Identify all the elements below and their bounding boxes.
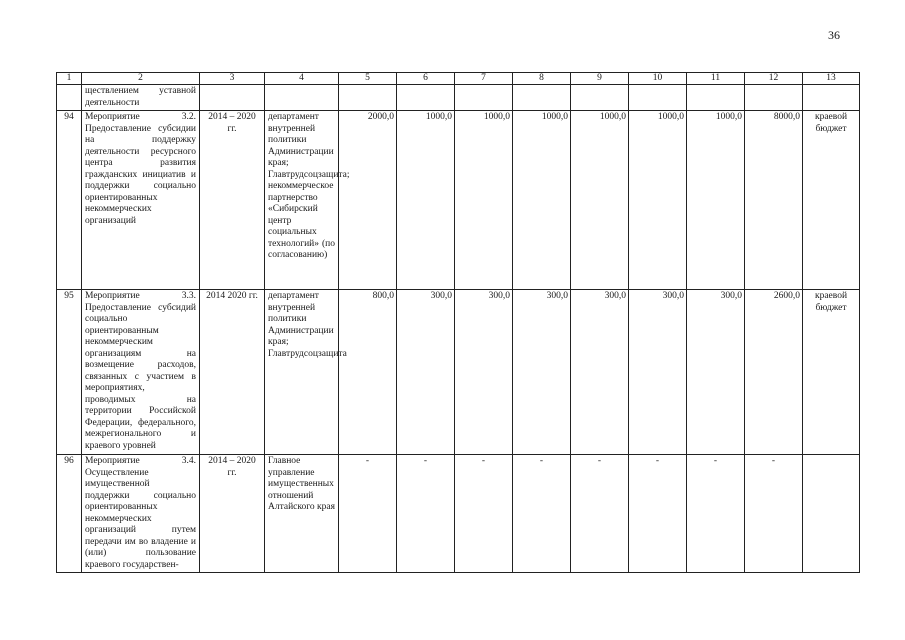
cell-value: 8000,0 [745,111,803,290]
cell-value: 800,0 [339,290,397,455]
cell-num: 95 [57,290,82,455]
header-cell: 12 [745,73,803,85]
cell-name: ществлением уставной деятельности [82,85,200,111]
header-cell: 5 [339,73,397,85]
cell-value [571,85,629,111]
table-row [57,290,860,455]
cell-executor: Главное управление имущественных отношений Алтайского края [265,455,339,573]
cell-value: 300,0 [629,290,687,455]
cell-value: 2600,0 [745,290,803,455]
cell-source [803,455,860,573]
cell-num [57,85,82,111]
cell-num: 96 [57,455,82,573]
cell-value [687,85,745,111]
cell-value: 300,0 [687,290,745,455]
cell-value: - [397,455,455,573]
table-row-continuation [57,85,860,111]
cell-value [455,85,513,111]
cell-executor [265,85,339,111]
cell-value: - [687,455,745,573]
cell-value [397,85,455,111]
header-cell: 3 [200,73,265,85]
cell-value: - [455,455,513,573]
cell-value: 1000,0 [687,111,745,290]
header-cell: 11 [687,73,745,85]
header-cell: 9 [571,73,629,85]
cell-value: 1000,0 [455,111,513,290]
cell-name: Мероприятие 3.4. Осуществление имущественной поддержки социально ориентированных некоммерческих организаций путем передачи им во владение и (или) пользование краевого государствен- [82,455,200,573]
program-table [56,72,860,573]
cell-value: 300,0 [455,290,513,455]
cell-executor: департамент внутренней политики Администрации края; Главтрудсоцзащита; некоммерческое партнерство «Сибирский центр социальных технологий» (по согласованию) [265,111,339,290]
header-cell: 7 [455,73,513,85]
cell-value: 300,0 [571,290,629,455]
header-cell: 4 [265,73,339,85]
cell-value: 1000,0 [397,111,455,290]
header-cell: 13 [803,73,860,85]
cell-executor: департамент внутренней политики Администрации края; Главтрудсоцзащита [265,290,339,455]
cell-value: - [571,455,629,573]
cell-value [339,85,397,111]
cell-value: 300,0 [513,290,571,455]
cell-period: 2014 2020 гг. [200,290,265,455]
cell-name: Мероприятие 3.3. Предоставление субсидий социально ориентированным некоммерческим организациям на возмещение расходов, связанных с участием в мероприятиях, проводимых на территории Российской Федерации, федерального, межрегионального и краевого уровней [82,290,200,455]
cell-value: 1000,0 [513,111,571,290]
cell-period [200,85,265,111]
table-row [57,455,860,573]
cell-value: 1000,0 [629,111,687,290]
cell-value: - [745,455,803,573]
cell-name: Мероприятие 3.2. Предоставление субсидии на поддержку деятельности ресурсного центра развития гражданских инициатив и поддержки социально ориентированных некоммерческих организаций [82,111,200,290]
cell-value [629,85,687,111]
table-row [57,111,860,290]
cell-source [803,85,860,111]
cell-value: - [629,455,687,573]
header-cell: 8 [513,73,571,85]
cell-period: 2014 – 2020 гг. [200,111,265,290]
cell-period: 2014 – 2020 гг. [200,455,265,573]
cell-value: 1000,0 [571,111,629,290]
cell-value: 300,0 [397,290,455,455]
header-row [57,73,860,85]
header-cell: 10 [629,73,687,85]
cell-value: 2000,0 [339,111,397,290]
cell-value: - [339,455,397,573]
page-number: 36 [828,28,840,42]
cell-value: - [513,455,571,573]
cell-source: краевой бюджет [803,111,860,290]
cell-value [745,85,803,111]
cell-source: краевой бюджет [803,290,860,455]
header-cell: 2 [82,73,200,85]
cell-value [513,85,571,111]
header-cell: 1 [57,73,82,85]
header-cell: 6 [397,73,455,85]
cell-num: 94 [57,111,82,290]
